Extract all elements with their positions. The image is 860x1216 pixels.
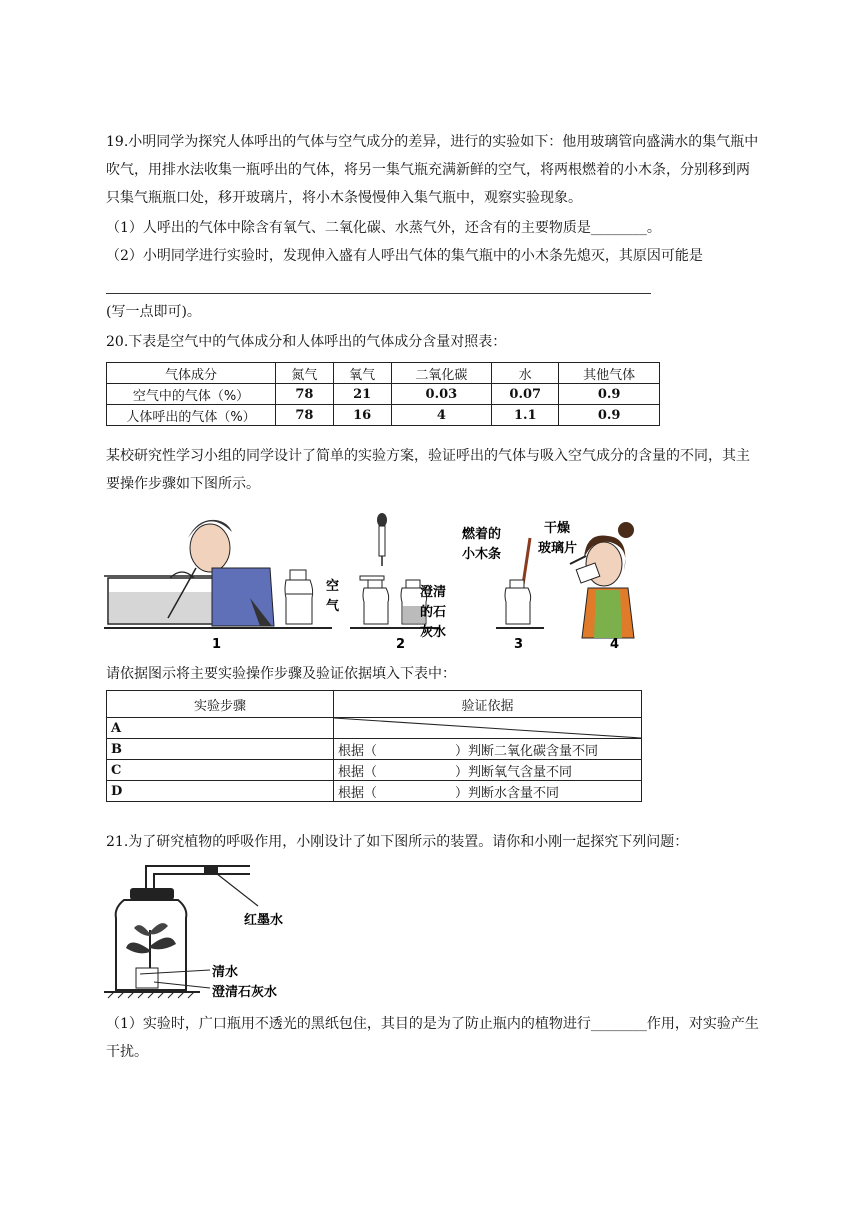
- table-cell: 16: [333, 405, 391, 426]
- water-label: 清水: [212, 965, 239, 980]
- air-label-2: 气: [326, 599, 340, 614]
- limewater-label: 澄清: [420, 585, 447, 600]
- table-cell: 0.9: [559, 405, 660, 426]
- q19-sub2: （2）小明同学进行实验时，发现伸入盛有人呼出气体的集气瓶中的小木条先熄灭，其原因可能是: [106, 248, 703, 264]
- ink-label: 红墨水: [244, 913, 284, 928]
- table-row: [107, 781, 642, 802]
- table-header-cell: 氧气: [333, 363, 391, 384]
- table-cell: 0.03: [391, 384, 492, 405]
- glass-label-2: 玻璃片: [538, 541, 578, 556]
- table-header-cell: 验证依据: [334, 691, 642, 718]
- basis-cell: 根据（ ）判断水含量不同: [334, 781, 642, 802]
- table-row: [107, 384, 660, 405]
- diagonal-slash: [334, 718, 641, 738]
- limewater-label: 澄清石灰水: [212, 985, 278, 1000]
- q20-stem: 20.下表是空气中的气体成分和人体呼出的气体成分含量对照表：: [106, 334, 507, 350]
- step2-illustration: [360, 513, 427, 624]
- table-cell: 空气中的气体（%）: [107, 384, 276, 405]
- basis-cell: 根据（ ）判断氧气含量不同: [334, 760, 642, 781]
- step1-illustration: [104, 520, 274, 626]
- air-label-1: 空: [326, 579, 340, 594]
- table-header-cell: 其他气体: [559, 363, 660, 384]
- basis-cell-slashed: [334, 718, 642, 739]
- table-cell: 78: [276, 384, 334, 405]
- table-cell: 4: [391, 405, 492, 426]
- limewater-label-3: 灰水: [420, 625, 447, 640]
- table-cell: 0.07: [492, 384, 559, 405]
- table-cell: 1.1: [492, 405, 559, 426]
- step-cell: D: [107, 781, 334, 802]
- step-label-3: 3: [514, 637, 524, 652]
- basis-cell: 根据（ ）判断二氧化碳含量不同: [334, 739, 642, 760]
- q19-stem: 19.小明同学为探究人体呼出的气体与空气成分的差异，进行的实验如下：他用玻璃管向盛满水的集气瓶中吹气，用排水法收集一瓶呼出的气体，将另一集气瓶充满新鲜的空气，将两根燃着的小木条，分别移到两只集气瓶瓶口处，移开玻璃片，将小木条慢慢伸入集气瓶中，观察实验现象。: [106, 134, 759, 206]
- steps-basis-table: [106, 690, 642, 802]
- step-label-4: 4: [610, 637, 620, 652]
- table-header-cell: 二氧化碳: [391, 363, 492, 384]
- q21-stem: 21.为了研究植物的呼吸作用，小刚设计了如下图所示的装置。请你和小刚一起探究下列问题：: [106, 834, 689, 850]
- table-row: [107, 718, 642, 739]
- table-row: [107, 363, 660, 384]
- glass-label-1: 干燥: [544, 521, 571, 536]
- step-cell: A: [107, 718, 334, 739]
- step-label-2: 2: [396, 637, 406, 652]
- limewater-label-2: 的石: [420, 605, 447, 620]
- table-row: [107, 760, 642, 781]
- q20-instruction: 请依据图示将主要实验操作步骤及验证依据填入下表中：: [106, 666, 456, 682]
- table-header-cell: 实验步骤: [107, 691, 334, 718]
- step4-illustration: [570, 522, 634, 638]
- table-row: [107, 405, 660, 426]
- experiment-steps-figure: [100, 508, 660, 654]
- table-header-cell: 水: [492, 363, 559, 384]
- q20-description: 某校研究性学习小组的同学设计了简单的实验方案，验证呼出的气体与吸入空气成分的含量的不同，其主要操作步骤如下图所示。: [106, 448, 750, 492]
- table-cell: 78: [276, 405, 334, 426]
- table-header-cell: 气体成分: [107, 363, 276, 384]
- table-row: [107, 739, 642, 760]
- q21-sub1: （1）实验时，广口瓶用不透光的黑纸包住，其目的是为了防止瓶内的植物进行________作用，对实验产生干扰。: [106, 1016, 759, 1060]
- step-label-1: 1: [212, 637, 222, 652]
- step-cell: B: [107, 739, 334, 760]
- step3-illustration: [496, 538, 544, 628]
- q19-sub1: （1）人呼出的气体中除含有氧气、二氧化碳、水蒸气外，还含有的主要物质是________。: [106, 220, 661, 236]
- table-cell: 0.9: [559, 384, 660, 405]
- gas-composition-table: [106, 362, 660, 426]
- q19-sub2-tail: (写一点即可)。: [106, 304, 201, 320]
- table-cell: 人体呼出的气体（%）: [107, 405, 276, 426]
- table-cell: 21: [333, 384, 391, 405]
- air-bottle: [285, 570, 313, 624]
- table-row: [107, 691, 642, 718]
- plant-respiration-figure: [100, 858, 320, 1004]
- step-cell: C: [107, 760, 334, 781]
- answer-blank-line: [106, 293, 651, 294]
- stick-label-2: 小木条: [462, 547, 502, 562]
- stick-label-1: 燃着的: [462, 527, 502, 542]
- table-header-cell: 氮气: [276, 363, 334, 384]
